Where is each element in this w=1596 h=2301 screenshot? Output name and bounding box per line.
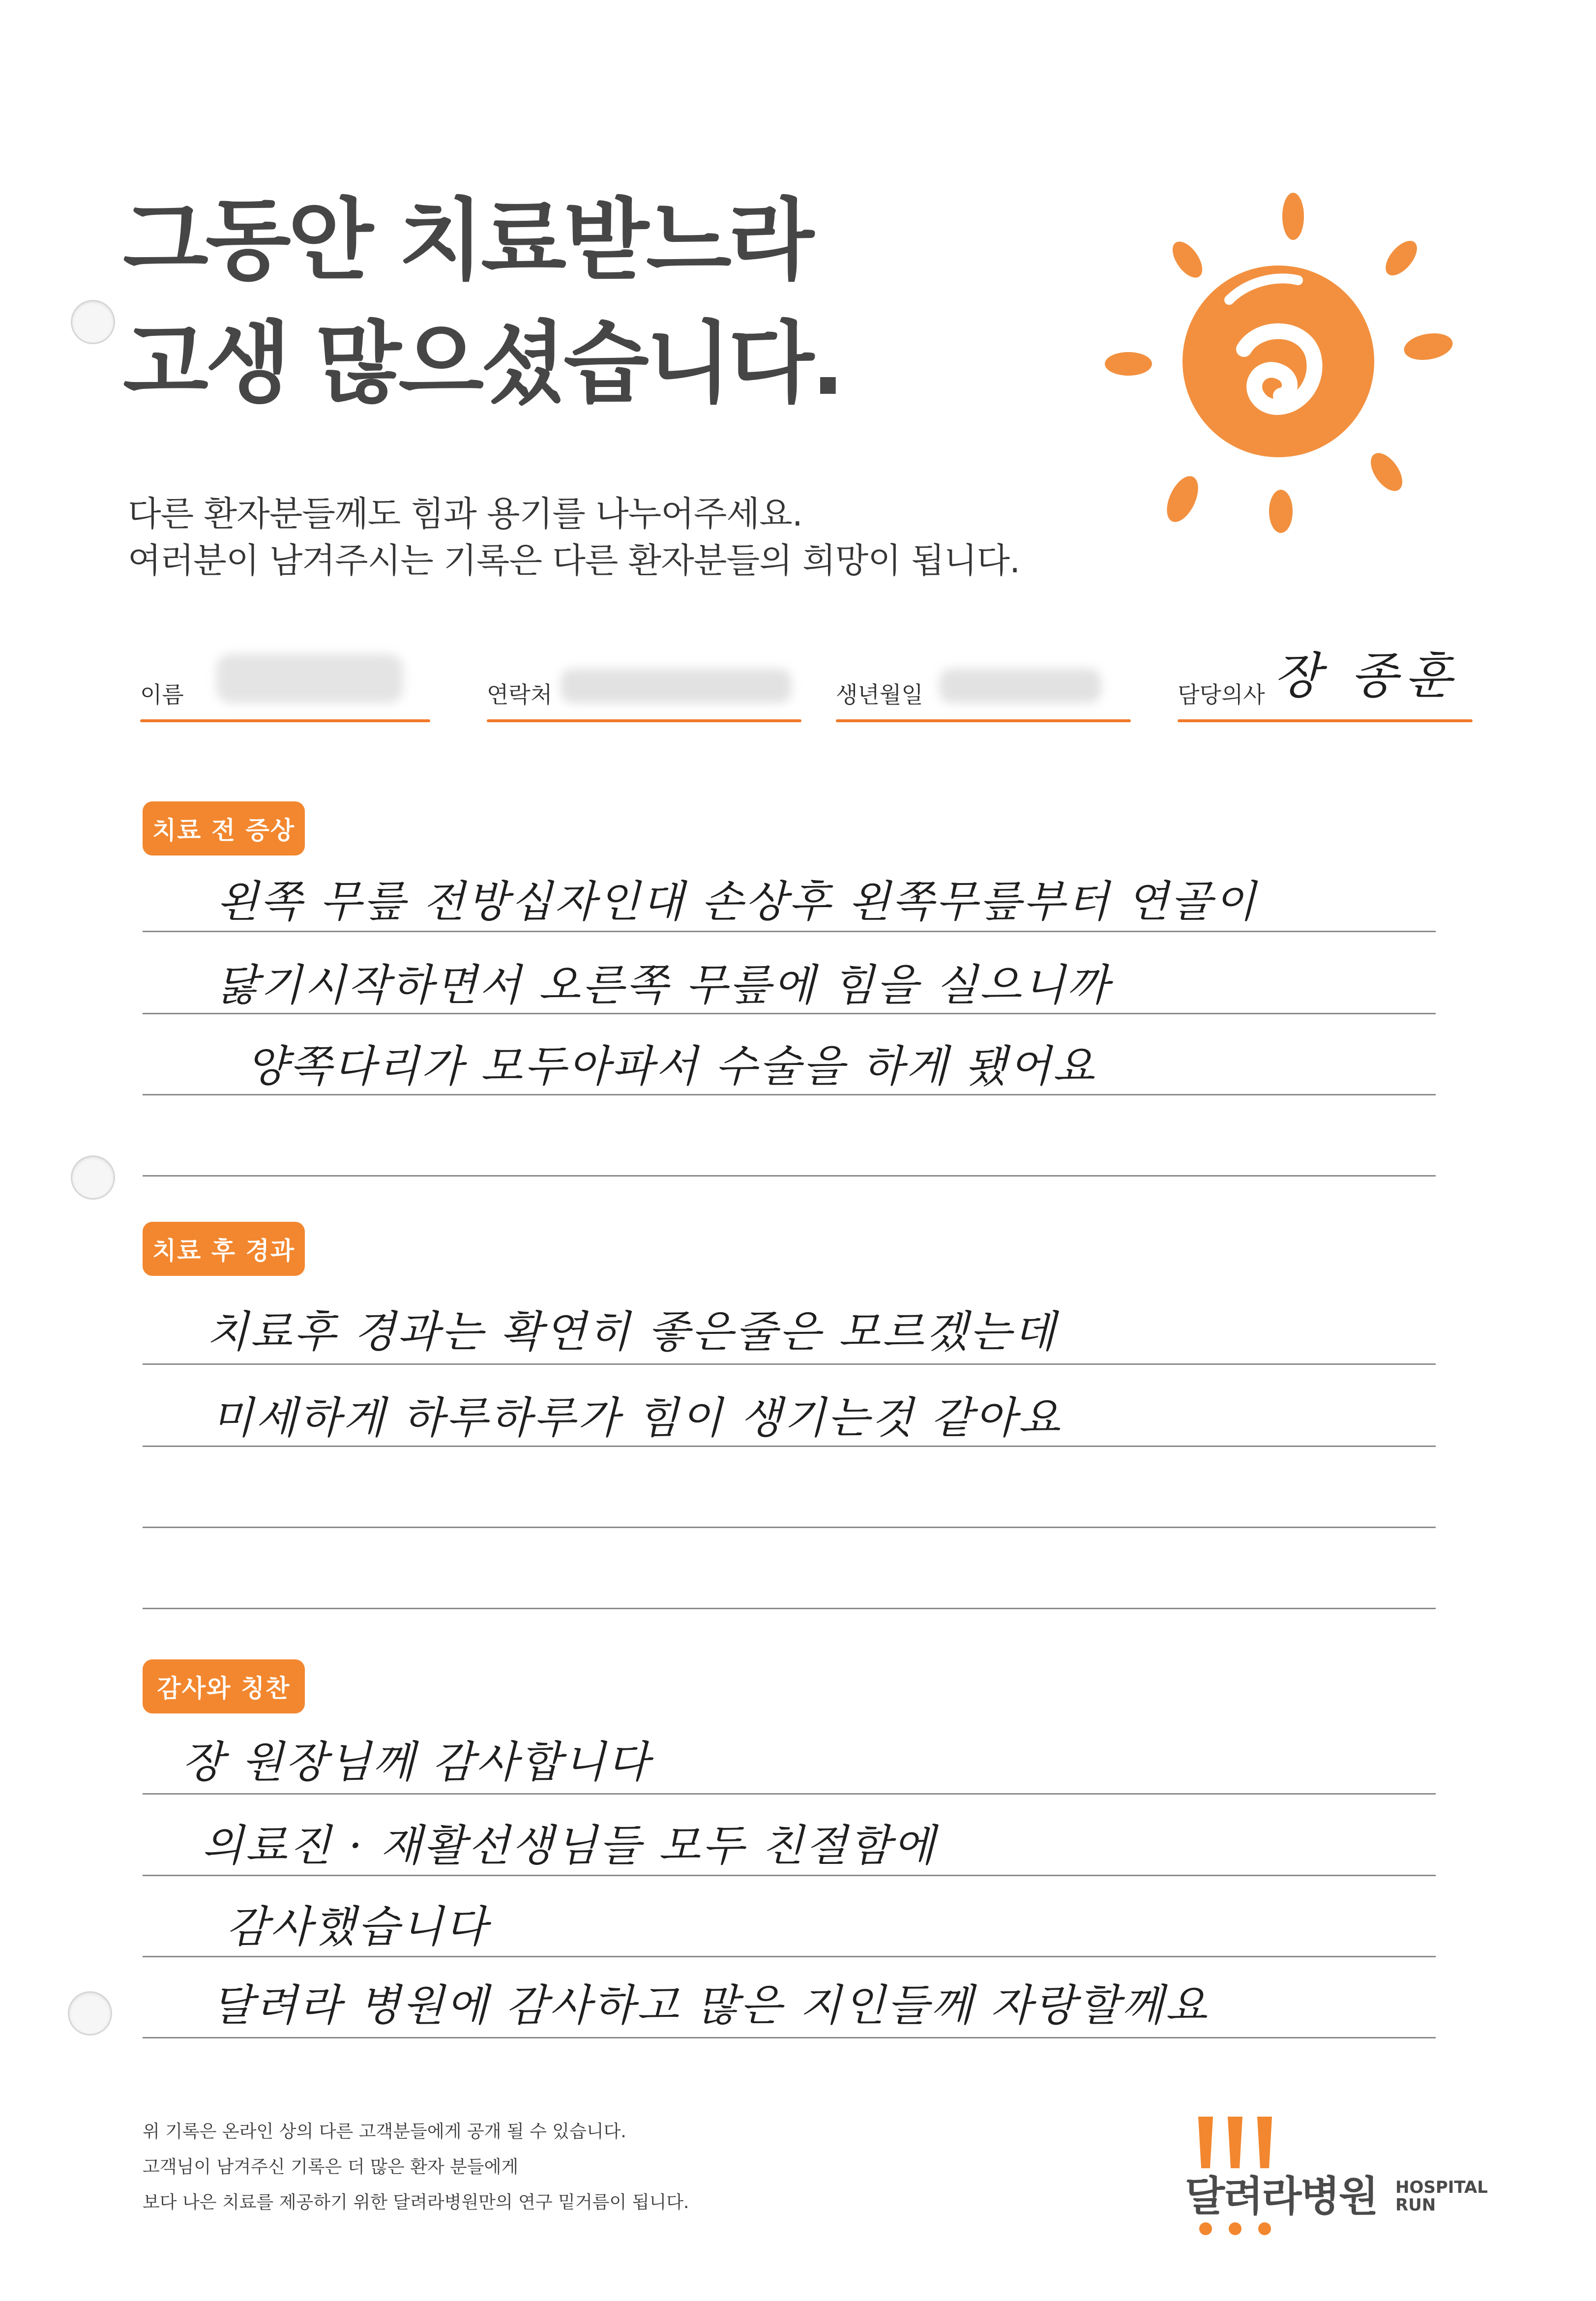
contact-underline — [487, 719, 801, 722]
before-text-line2: 닳기시작하면서 오른쪽 무릎에 힘을 실으니까 — [216, 960, 1111, 1010]
rule-thanks-2 — [143, 1875, 1436, 1876]
page-title-line1: 그동안 치료받느라 — [123, 189, 811, 292]
logo-name: 달려라병원 — [1185, 2172, 1377, 2220]
binder-hole-middle — [71, 1155, 115, 1200]
rule-before-3 — [143, 1094, 1436, 1095]
rule-after-2 — [143, 1446, 1436, 1447]
badge-before-treatment: 치료 전 증상 — [143, 801, 305, 856]
sun-illustration — [1082, 177, 1465, 560]
binder-hole-top — [71, 300, 115, 344]
before-text-line1: 왼쪽 무릎 전방십자인대 손상후 왼쪽무릎부터 연골이 — [216, 876, 1258, 927]
birth-label: 생년월일 — [836, 681, 923, 708]
thanks-text-line2: 의료진 · 재활선생님들 모두 친절함에 — [202, 1820, 937, 1871]
badge-thanks: 감사와 칭찬 — [143, 1659, 305, 1713]
footer-line3: 보다 나은 치료를 제공하기 위한 달려라병원만의 연구 밑거름이 됩니다. — [143, 2192, 689, 2212]
doctor-name-handwritten: 장 종훈 — [1273, 647, 1459, 705]
thanks-text-line4: 달려라 병원에 감사하고 많은 지인들께 자랑할께요 — [211, 1980, 1210, 2031]
badge-after-treatment: 치료 후 경과 — [143, 1222, 305, 1276]
rule-before-1 — [143, 931, 1436, 932]
name-label: 이름 — [140, 681, 184, 708]
subtitle-line2: 여러분이 남겨주시는 기록은 다른 환자분들의 희망이 됩니다. — [128, 540, 1020, 581]
rule-thanks-3 — [143, 1956, 1436, 1957]
thanks-text-line1: 장 원장님께 감사합니다 — [182, 1737, 651, 1787]
name-underline — [140, 719, 430, 722]
doctor-underline — [1178, 719, 1473, 722]
rule-after-4 — [143, 1608, 1436, 1609]
before-text-line3: 양쪽다리가 모두아파서 수술을 하게 됐어요 — [246, 1041, 1097, 1092]
footer-line2: 고객님이 남겨주신 기록은 더 많은 환자 분들에게 — [143, 2157, 519, 2177]
binder-hole-bottom — [68, 1991, 112, 2036]
page-title-line2: 고생 많으셨습니다. — [123, 312, 842, 415]
birth-underline — [836, 719, 1131, 722]
name-redacted — [216, 654, 403, 703]
rule-thanks-1 — [143, 1793, 1436, 1795]
contact-label: 연락처 — [487, 681, 553, 708]
rule-after-1 — [143, 1363, 1436, 1365]
subtitle-line1: 다른 환자분들께도 힘과 용기를 나누어주세요. — [128, 494, 803, 534]
contact-redacted — [561, 669, 792, 703]
footer-line1: 위 기록은 온라인 상의 다른 고객분들에게 공개 될 수 있습니다. — [143, 2122, 626, 2142]
rule-after-3 — [143, 1527, 1436, 1528]
rule-thanks-4 — [143, 2037, 1436, 2038]
birth-redacted — [939, 669, 1101, 703]
logo-english — [1395, 2179, 1488, 2214]
thanks-text-line3: 감사했습니다 — [226, 1901, 489, 1952]
after-text-line1: 치료후 경과는 확연히 좋은줄은 모르겠는데 — [207, 1306, 1058, 1357]
logo-english-line1: HOSPITAL — [1395, 2178, 1488, 2197]
rule-before-2 — [143, 1013, 1436, 1014]
logo-english-line2: RUN — [1395, 2195, 1436, 2215]
doctor-label: 담당의사 — [1178, 681, 1265, 708]
rule-before-4 — [143, 1175, 1436, 1177]
after-text-line2: 미세하게 하루하루가 힘이 생기는것 같아요 — [211, 1392, 1063, 1443]
